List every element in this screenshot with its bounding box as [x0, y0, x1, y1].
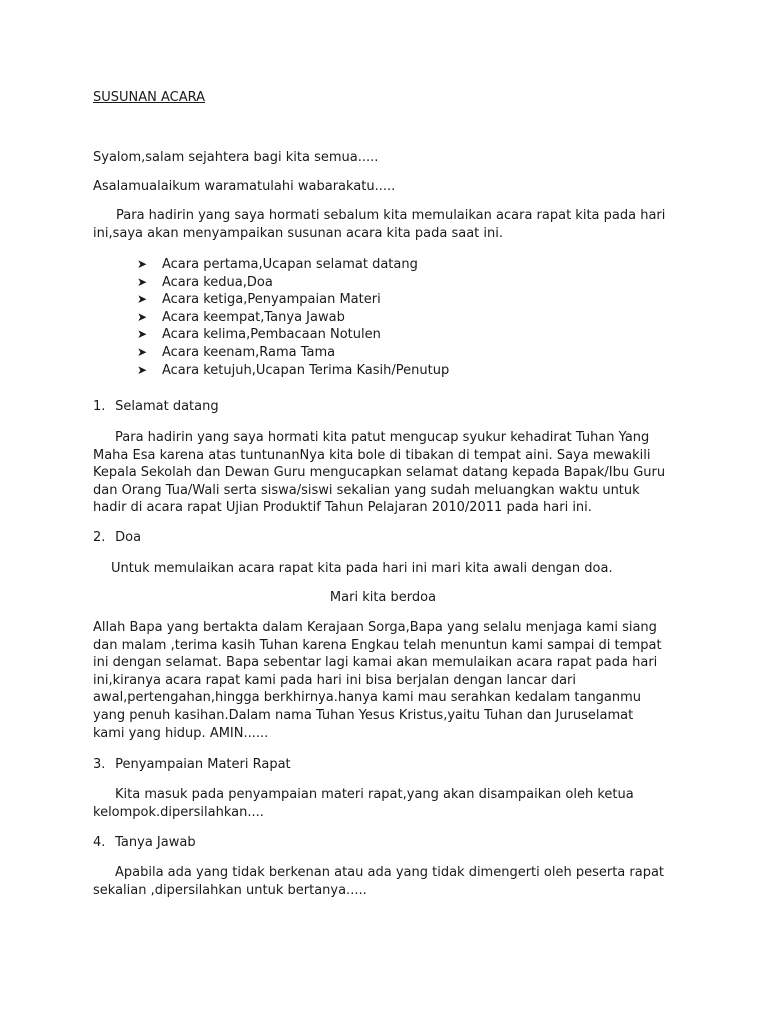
- intro-paragraph: Para hadirin yang saya hormati sebalum kita memulaikan acara rapat kita pada hari ini,saya akan menyampaikan susunan acara kita pada saat ini.: [93, 208, 666, 241]
- arrowhead-bullet-icon: ➤: [137, 274, 148, 289]
- greeting-line: Asalamualaikum waramatulahi wabarakatu.....: [93, 179, 396, 194]
- arrowhead-bullet-icon: ➤: [137, 292, 148, 307]
- section-heading: [93, 529, 668, 547]
- agenda-item-label: Acara keempat,Tanya Jawab: [162, 309, 345, 325]
- section-title: Tanya Jawab: [115, 835, 196, 850]
- agenda-item: [137, 291, 449, 309]
- section-paragraph: Para hadirin yang saya hormati kita patut mengucap syukur kehadirat Tuhan Yang Maha Esa karena atas tuntunanNya kita bole di tibakan di tempat aini. Saya mewakili Kepala Sekolah dan Dewan Guru mengucapkan selamat datang kepada Bapak/Ibu Guru dan Orang Tua/Wali serta siswa/siswi sekalian yang sudah meluangkan waktu untuk hadir di acara rapat Ujian Produktif Tahun Pelajaran 2010/2011 pada hari ini.: [93, 430, 666, 516]
- agenda-item: [137, 256, 449, 274]
- agenda-item-label: Acara ketujuh,Ucapan Terima Kasih/Penutup: [162, 362, 450, 378]
- section-number: 1.: [93, 399, 106, 414]
- agenda-item: [137, 362, 449, 380]
- arrowhead-bullet-icon: ➤: [137, 309, 148, 324]
- section-number: 2.: [93, 530, 106, 545]
- agenda-item-label: Acara pertama,Ucapan selamat datang: [162, 257, 418, 272]
- prayer-paragraph: Allah Bapa yang bertakta dalam Kerajaan Sorga,Bapa yang selalu menjaga kami siang dan malam ,terima kasih Tuhan karena Engkau telah menuntun kami sampai di tempat ini dengan selamat. Bapa sebentar lagi kamai akan memulaikan acara rapat pada hari ini,kiranya acara rapat kami pada hari ini bisa berjalan dengan lancar dari awal,pertengahan,hingga berkhirnya.hanya kami mau serahkan kedalam tanganmu yang penuh kasihan.Dalam nama Tuhan Yesus Kristus,yaitu Tuhan dan Juruselamat kami yang hidup. AMIN......: [93, 620, 662, 741]
- prayer-heading: Mari kita berdoa: [329, 590, 437, 605]
- section-paragraph: Untuk memulaikan acara rapat kita pada hari ini mari kita awali dengan doa.: [111, 561, 613, 576]
- section-paragraph: Kita masuk pada penyampaian materi rapat,yang akan disampaikan oleh ketua kelompok.dipersilahkan....: [93, 787, 634, 820]
- document-title: SUSUNAN ACARA: [93, 90, 206, 105]
- agenda-item-label: Acara ketiga,Penyampaian Materi: [162, 292, 381, 308]
- section-heading: [93, 398, 668, 416]
- section-heading: [93, 756, 668, 774]
- section-heading: [93, 834, 668, 852]
- agenda-item: [137, 326, 449, 344]
- arrowhead-bullet-icon: ➤: [137, 257, 148, 271]
- section-number: 4.: [93, 835, 106, 850]
- section-paragraph: Apabila ada yang tidak berkenan atau ada yang tidak dimengerti oleh peserta rapat sekalian ,dipersilahkan untuk bertanya.....: [93, 865, 665, 898]
- section-title: Selamat datang: [115, 399, 219, 414]
- agenda-item: [137, 274, 449, 292]
- section-title: Doa: [115, 530, 142, 545]
- agenda-item-label: Acara keenam,Rama Tama: [162, 344, 336, 360]
- agenda-item: [137, 309, 449, 327]
- agenda-item-label: Acara kedua,Doa: [162, 274, 273, 290]
- agenda-list: [137, 256, 449, 379]
- section-number: 3.: [93, 757, 106, 772]
- arrowhead-bullet-icon: ➤: [137, 327, 148, 342]
- arrowhead-bullet-icon: ➤: [137, 362, 148, 377]
- agenda-item: [137, 344, 449, 362]
- section-title: Penyampaian Materi Rapat: [115, 757, 291, 772]
- arrowhead-bullet-icon: ➤: [137, 344, 148, 359]
- greeting-line: Syalom,salam sejahtera bagi kita semua.....: [93, 150, 379, 165]
- agenda-item-label: Acara kelima,Pembacaan Notulen: [162, 327, 381, 343]
